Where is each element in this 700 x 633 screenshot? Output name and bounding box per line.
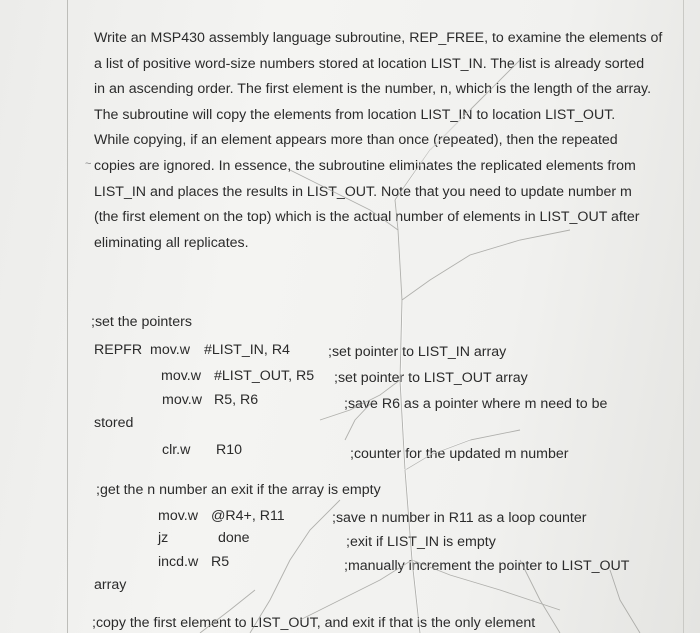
- copy-first-comment: ;copy the first element to LIST_OUT, and exit if that is the only element: [92, 615, 536, 631]
- operands-4: R10: [216, 442, 243, 458]
- instr-mov-5: mov.w: [158, 508, 198, 524]
- instr-incd: incd.w: [158, 554, 199, 570]
- problem-line: LIST_IN and places the results in LIST_OUT. Note that you need to update number m: [94, 183, 632, 200]
- operands-1: #LIST_IN, R4: [204, 342, 290, 358]
- problem-line: (the first element on the top) which is the actual number of elements in LIST_OUT after: [94, 209, 640, 226]
- comment-5: ;save n number in R11 as a loop counter: [332, 510, 587, 526]
- comment-2: ;set pointer to LIST_OUT array: [334, 370, 528, 386]
- operands-6: done: [218, 530, 250, 546]
- problem-line: eliminating all replicates.: [94, 234, 249, 251]
- instr-mov-3: mov.w: [162, 392, 202, 408]
- problem-line: in an ascending order. The first element is the number, n, which is the length of the array.: [94, 81, 652, 98]
- problem-line: The subroutine will copy the elements from location LIST_IN to location LIST_OUT.: [94, 106, 616, 123]
- comment-7: ;manually increment the pointer to LIST_OUT: [344, 558, 630, 574]
- instr-clr: clr.w: [162, 442, 191, 458]
- operands-2: #LIST_OUT, R5: [214, 368, 315, 384]
- instr-jz: jz: [158, 530, 169, 546]
- problem-line: a list of positive word-size numbers stored at location LIST_IN. The list is already sorted: [94, 55, 645, 72]
- operands-5: @R4+, R11: [211, 508, 285, 524]
- comment-1: ;set pointer to LIST_IN array: [328, 344, 507, 360]
- operands-7: R5: [211, 554, 230, 570]
- problem-line: copies are ignored. In essence, the subroutine eliminates the replicated elements from: [94, 157, 636, 174]
- comment-4: ;counter for the updated m number: [350, 446, 569, 462]
- instr-mov-1: mov.w: [150, 342, 190, 358]
- comment-3-wrap: stored: [94, 415, 134, 431]
- comment-7-wrap: array: [94, 577, 127, 593]
- operands-3: R5, R6: [214, 392, 259, 408]
- problem-line: While copying, if an element appears more than once (repeated), then the repeated: [94, 132, 618, 149]
- margin-mark-icon: ~: [85, 158, 92, 170]
- get-n-comment: ;get the n number an exit if the array is empty: [96, 482, 381, 498]
- repfr-label: REPFR: [94, 342, 143, 358]
- instr-mov-2: mov.w: [161, 368, 201, 384]
- comment-6: ;exit if LIST_IN is empty: [346, 534, 496, 550]
- set-pointers-comment: ;set the pointers: [91, 314, 192, 330]
- comment-3: ;save R6 as a pointer where m need to be: [344, 396, 608, 412]
- problem-line: Write an MSP430 assembly language subroutine, REP_FREE, to examine the elements of: [94, 30, 663, 46]
